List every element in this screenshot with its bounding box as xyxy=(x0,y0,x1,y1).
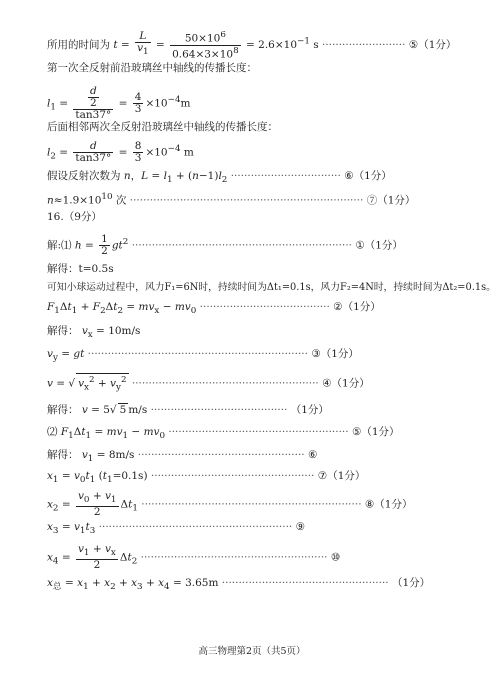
score-mark: ⑨ xyxy=(295,521,306,533)
solution-line-h: 解:⑴ h = $\frac{1}{2}$ $gt^2$ ·································································· ①（1分） xyxy=(47,233,403,257)
score-mark: （1分） xyxy=(290,404,329,416)
score-mark: （1分） xyxy=(392,577,431,589)
leader-dots: ·································································· xyxy=(141,498,362,511)
leader-dots: ·································································· xyxy=(87,348,308,360)
equation-total: $x_总 = x_1 + x_2 + x_3 + x_4 = 3.65m$ ·················································· （1分） xyxy=(47,577,431,593)
equation-x1: $x_1 = v_0t_1$ $(t_1=0.1s)$ ················································· ⑦（1分） xyxy=(47,470,366,486)
score-mark: ⑦（1分） xyxy=(366,194,416,207)
leader-dots: ·································································· xyxy=(131,239,352,252)
score-mark: ⑤（1分） xyxy=(351,426,400,438)
equation-vx: 解得： $v_x = 10m/s$ xyxy=(47,325,141,341)
score-mark: ④（1分） xyxy=(322,377,370,390)
leader-dots: ········································· xyxy=(150,404,288,416)
score-mark: ⑥ xyxy=(307,449,318,461)
leader-dots: ························································ xyxy=(140,551,328,564)
score-mark: ②（1分） xyxy=(333,301,381,313)
page-footer: 高三物理第2页（共5页） xyxy=(198,646,306,657)
score-mark: ⑩ xyxy=(330,551,341,564)
leader-dots: ······················································ xyxy=(168,426,349,438)
question-number: 16.（9分） xyxy=(47,211,102,223)
score-mark: ⑧（1分） xyxy=(364,498,413,511)
equation-v1: 解得： $v_1 = 8m/s$ ·················································· ⑥ xyxy=(47,449,318,465)
leader-dots: ························· xyxy=(322,39,406,51)
solution-line-result: $n\approx 1.9\times 10^{10}$ 次 ······································································ ⑦（1分） xyxy=(47,192,416,207)
text-line: 可知小球运动过程中，风力F₁=6N时，持续时间为Δt₁=0.1s，风力F₂=4N时，持续时间为Δt₂=0.1s。 xyxy=(47,282,496,293)
equation-x4: $x_4$ = $\frac{v_1 + v_x}{2}$ $\Delta t_2$ ························································ ⑩ xyxy=(47,543,341,572)
equation-momentum: $F_1\Delta t_1 + F_2\Delta t_2 = mv_x - mv_0$ ······································· ②（1分） xyxy=(47,301,381,317)
leader-dots: ·························································· xyxy=(98,521,293,533)
leader-dots: ······································· xyxy=(199,301,330,313)
leader-dots: ······································································ xyxy=(129,194,364,207)
leader-dots: ························································ xyxy=(131,377,319,390)
score-mark: ①（1分） xyxy=(355,239,403,252)
equation-vy: $v_y$ = gt ·································································· ③（1分） xyxy=(47,348,359,364)
equation-l1: $l_1$ = $\frac{\frac{d}{2}}{\tan 37^\circ}$ = $\frac{4}{3}$ $\times 10^{-4}m$ xyxy=(47,85,191,121)
equation-part2: ⑵ $F_1\Delta t_1 = mv_1 - mv_0$ ······················································ ⑤（1分） xyxy=(47,426,400,442)
equation: t = $\frac{L}{v_1}$ = $\frac{50\times 10^6}{0.64\times 3\times 10^8}$ = $2.6\times 10^{-1}$ s xyxy=(113,30,322,60)
text-line: 解得：t=0.5s xyxy=(47,263,114,275)
equation-x2: $x_2$ = $\frac{v_0 + v_1}{2}$ $\Delta t_1$ ·································································· ⑧（1分） xyxy=(47,490,413,519)
leader-dots: ················································· xyxy=(150,470,315,482)
leader-dots: ································· xyxy=(230,170,341,182)
equation-v-result: 解得： v = 5√ 5 m/s ········································· （1分） xyxy=(47,404,329,416)
text-line: 第一次全反射前沿玻璃丝中轴线的传播长度： xyxy=(47,62,257,74)
leader-dots: ·················································· xyxy=(137,449,305,461)
score-mark: ③（1分） xyxy=(311,348,359,360)
score-mark: ⑥（1分） xyxy=(344,170,392,182)
solution-line-n: 假设反射次数为 n，$L = l_1 + (n-1)l_2$ ································· ⑥（1分） xyxy=(47,170,392,186)
equation-x3: $x_3 = v_1t_3$ ·························································· ⑨ xyxy=(47,521,306,537)
score-mark: ⑦（1分） xyxy=(317,470,366,482)
equation-v: v = √ $v_x^2 + v_y^2$ ························································ ④（1分） xyxy=(47,375,370,393)
leader-dots: ·················································· xyxy=(221,577,389,589)
text-line: 后面相邻两次全反射沿玻璃丝中轴线的传播长度： xyxy=(47,121,278,133)
score-mark: ⑤（1分） xyxy=(408,39,457,51)
solution-line-time xyxy=(47,30,456,60)
text-prefix: 所用的时间为 xyxy=(47,39,110,51)
equation-l2: $l_2$ = $\frac{d}{\tan 37^\circ}$ = $\frac{8}{3}$ $\times 10^{-4}$ m xyxy=(47,140,194,164)
